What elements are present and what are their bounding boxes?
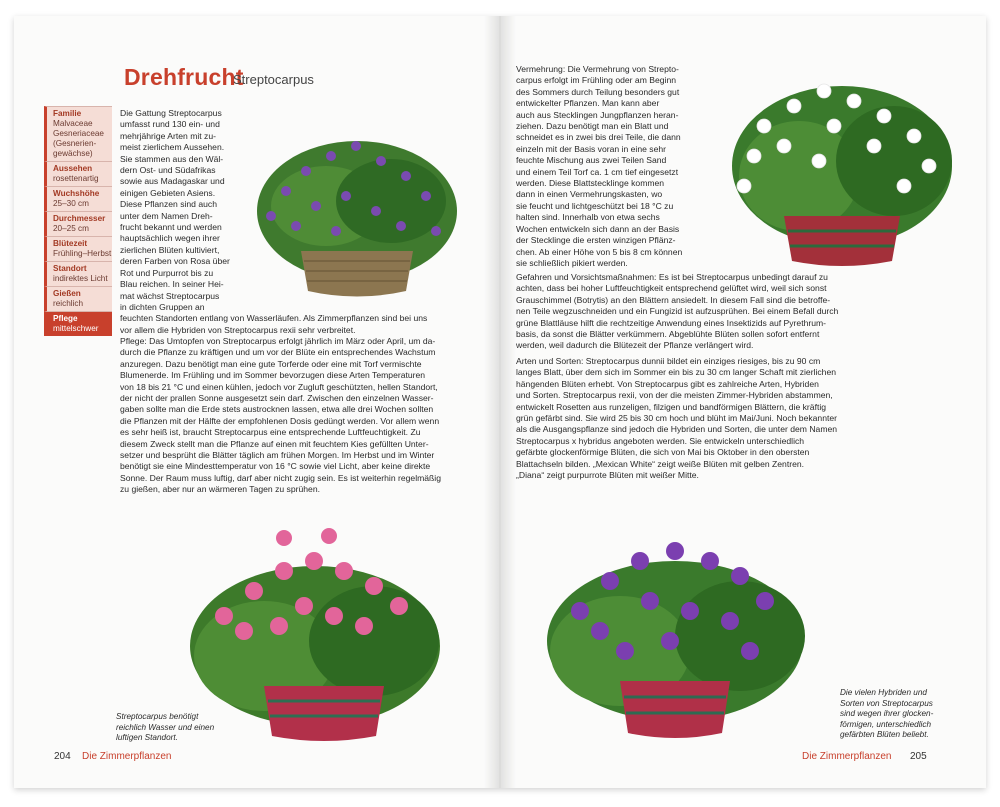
text-line: Wochen entwickeln sich dann an der Basis <box>516 223 680 234</box>
text-line: Rot und Purpurrot bis zu <box>120 267 214 278</box>
text-line: zu gießen, aber nur an wärmeren Tagen zu sprühen. <box>120 484 321 495</box>
text-line: werden. Diese Blattstecklinge kommen <box>516 178 665 189</box>
text-line: einigen Gebieten Asiens. <box>120 187 216 198</box>
fact-item <box>44 311 112 336</box>
text-line: Sie stammen aus den Wäl- <box>120 153 224 164</box>
text-line: entwickelter Pflanzen. Man kann aber <box>516 98 660 109</box>
text-line: „Diana“ zeigt purpurrote Blüten mit weißer Mitte. <box>516 470 699 481</box>
text-line: gefärbte glockenförmige Blüten, die sich von Mai bis Oktober in den obersten <box>516 447 810 458</box>
book-spread <box>14 16 986 788</box>
fact-item <box>44 161 112 186</box>
fact-key: Blütezeit <box>53 239 88 248</box>
fact-key: Standort <box>53 264 87 273</box>
fact-value: rosettenartig <box>53 174 99 183</box>
fact-key: Pflege <box>53 314 78 323</box>
text-line: schneidet es in zwei bis drei Teile, die dann <box>516 132 681 143</box>
text-line: Grauschimmel (Botrytis) an den Blättern ansiedelt. In diesem Fall sind die betroffe- <box>516 294 831 305</box>
text-line: grün gefärbt sind. Sie wird 25 bis 30 cm hoch und blüht im Mai/Juni. Noch bekannter <box>516 413 838 424</box>
text-line: Streptocarpus x hybridus angeboten werden. Sie entwickeln unterschiedlich <box>516 435 805 446</box>
text-line: Streptocarpus benötigt <box>116 712 199 721</box>
fact-sidebar <box>44 106 112 336</box>
section-name: Die Zimmerpflanzen <box>802 751 892 762</box>
text-line: reichlich Wasser und einen <box>116 722 215 732</box>
text-line: deren Farben von Rosa über <box>120 256 230 267</box>
text-line: des Sommers durch Teilung besonders gut <box>516 86 680 97</box>
text-line: durch die Pflanze zu kräftigen und um vor der Blüte ein entsprechendes Wachstum <box>120 347 436 358</box>
text-line: anzuregen. Dazu benötigt man eine gute Torferde oder eine mit Torf vermischte <box>120 358 422 369</box>
text-line: förmigen, unterschiedlich <box>840 719 932 729</box>
fact-value: reichlich <box>53 299 84 308</box>
text-line: und Sorten. Streptocarpus rexii, von der die meisten Zimmer-Hybriden abstammen, <box>516 390 833 401</box>
text-line: werden, weil dadurch die Blütezeit der Pflanze verlängert wird. <box>516 340 754 351</box>
fact-value: 20–25 cm <box>53 224 89 233</box>
photo-caption <box>840 688 980 741</box>
text-line: diesem Zweck stellt man die Pflanze auf einen mit feuchtem Kies gefüllten Unter- <box>120 438 429 449</box>
propagation-text <box>516 64 726 269</box>
text-line: basis, da sonst die Blätter verkümmern. Abgeblühte Blüten sollen sofort entfernt <box>516 329 820 340</box>
text-line: achten, dass bei hoher Luftfeuchtigkeit entsprechend gelüftet wird, weil sich sonst <box>516 283 827 294</box>
text-line: der Stecklinge die ersten winzigen Pflänz- <box>516 235 676 246</box>
text-line: ziehen. Dazu benötigt man ein Blatt und <box>516 121 669 132</box>
text-line: nen Teile wegzuschneiden und ein Fungizid ist aufzusprühen. Bei einem Befall durch <box>516 306 839 317</box>
text-line: sowie aus Madagaskar und <box>120 176 225 187</box>
left-page <box>14 16 500 788</box>
text-line: Die Gattung Streptocarpus <box>120 108 222 118</box>
text-line: Vermehrung: Die Vermehrung von Strepto- <box>516 64 679 74</box>
text-line: Diese Pflanzen sind auch <box>120 199 217 210</box>
varieties-text <box>516 356 946 481</box>
text-line: gaben sollte man die Erde stets austrocknen lassen, etwa alle drei Wochen sollten <box>120 404 434 415</box>
text-line: frucht bekannt und werden <box>120 222 222 233</box>
white-streptocarpus-image <box>724 66 960 276</box>
text-line: dann in einen Vermehrungskasten, wo <box>516 189 663 200</box>
fact-key: Gießen <box>53 289 81 298</box>
text-line: hauptsächlich wegen ihrer <box>120 233 220 244</box>
text-line: mat wächst Streptocarpus <box>120 290 220 301</box>
text-line: umfasst rund 130 ein- und <box>120 119 220 130</box>
text-line: entwickelt Rosetten aus runzeligen, filzigen und bandförmigen Blättern, die kräftig <box>516 401 827 412</box>
fact-key: Durchmesser <box>53 214 106 223</box>
violet-streptocarpus-image <box>540 521 810 746</box>
fact-item <box>44 261 112 286</box>
fact-item <box>44 186 112 211</box>
text-line: feuchte Mischung aus zwei Teilen Sand <box>516 155 667 166</box>
text-line: und einem Teil Torf ca. 1 cm tief eingesetzt <box>516 166 679 177</box>
text-line: sie schließlich pikiert werden. <box>516 257 628 268</box>
text-line: von 18 bis 21 °C und einen kühlen, jedoch vor Zugluft geschützten, hellen Standort, <box>120 381 438 392</box>
right-page <box>500 16 986 788</box>
fact-item <box>44 211 112 236</box>
text-line: die Pflanzen mit der Hälfte der empfohlenen Dosis gedüngt werden. Vor allem wenn <box>120 415 440 426</box>
text-line: sie feucht und lichtgeschützt bei 18 °C zu <box>516 200 674 211</box>
fact-value: Malvaceae Gesneriaceae (Gesnerien-gewächse) <box>53 119 104 158</box>
text-line: carpus erfolgt im Frühling oder am Beginn <box>516 75 677 86</box>
text-line: Sonne. Der Raum muss luftig, darf aber nicht zugig sein. Es ist weiterhin regelmäßig <box>120 472 441 483</box>
text-line: zierlichen Blüten kultiviert, <box>120 244 220 255</box>
page-number: 204 <box>54 751 71 762</box>
fact-value: 25–30 cm <box>53 199 89 208</box>
text-line: als die Ausgangspflanze sind jedoch die Hybriden und Sorten, die unter dem Namen <box>516 424 838 435</box>
fact-item <box>44 106 112 161</box>
text-line: chen. Ab einer Höhe von 5 bis 8 cm können <box>516 246 683 257</box>
purple-streptocarpus-image <box>246 116 468 302</box>
care-text <box>120 336 480 496</box>
text-line: hängenden Blüten erhebt. Von Streptocarpus gibt es zahlreiche Arten, Hybriden <box>516 378 819 389</box>
fact-value: mittelschwer <box>53 324 99 333</box>
fact-value: indirektes Licht <box>53 274 108 283</box>
text-line: gefärbten Blüten beliebt. <box>840 730 929 740</box>
text-line: Blau reichen. In seiner Hei- <box>120 279 224 290</box>
text-line: halten sind. Innerhalb von etwa sechs <box>516 212 660 223</box>
text-line: Arten und Sorten: Streptocarpus dunnii bildet ein einziges riesiges, bis zu 90 cm <box>516 356 821 366</box>
text-line: Blattachseln bilden. „Mexican White“ zeigt weiße Blüten mit gelben Zentren. <box>516 458 805 469</box>
fact-item <box>44 236 112 261</box>
text-line: dern Ost- und Südafrikas <box>120 165 216 176</box>
text-line: feuchten Standorten entlang von Wasserläufen. Als Zimmerpflanzen sind bei uns <box>120 313 428 324</box>
text-line: meist zierlichem Aussehen. <box>120 142 225 153</box>
text-line: es sehr heiß ist, braucht Streptocarpus eine entsprechende Luftfeuchtigkeit. Zu <box>120 427 421 438</box>
text-line: der nicht der prallen Sonne ausgesetzt sein darf. Zwischen den einzelnen Wasser- <box>120 393 434 404</box>
text-line: Die vielen Hybriden und <box>840 688 927 697</box>
fact-key: Familie <box>53 109 82 118</box>
text-line: in dichten Gruppen an <box>120 301 205 312</box>
fact-key: Aussehen <box>53 164 93 173</box>
text-line: luftigen Standort. <box>116 733 178 743</box>
text-line: vor allem die Hybriden von Streptocarpus rexii sehr verbreitet. <box>120 324 356 335</box>
risks-text <box>516 272 946 352</box>
text-line: Blumenerde. Im Frühling und im Sommer bevorzugen diese Arten Temperaturen <box>120 370 426 381</box>
text-line: grüne Blattläuse hilft die rechtzeitige Anwendung eines Insektizids auf Pyrethrum- <box>516 317 827 328</box>
book-gutter <box>484 16 516 788</box>
text-line: auch aus Stecklingen Jungpflanzen heran- <box>516 109 679 120</box>
page-subtitle: Streptocarpus <box>233 72 314 87</box>
text-line: unter dem Namen Dreh- <box>120 210 213 221</box>
text-line: benötigt sie eine Mindesttemperatur von 16 °C sowie viel Licht, aber keine direkte <box>120 461 431 472</box>
text-line: einzeln mit der Basis voran in eine sehr <box>516 143 666 154</box>
page-number: 205 <box>910 751 927 762</box>
section-name: Die Zimmerpflanzen <box>82 751 172 762</box>
fact-key: Wuchshöhe <box>53 189 100 198</box>
text-line: Pflege: Das Umtopfen von Streptocarpus erfolgt jährlich im März oder April, um da- <box>120 336 436 346</box>
fact-item <box>44 286 112 311</box>
fact-value: Frühling–Herbst <box>53 249 112 258</box>
text-line: sind wegen ihrer glocken- <box>840 709 934 719</box>
text-line: langes Blatt, über dem sich im Sommer ein bis zu 30 cm langer Schaft mit zierlichen <box>516 367 837 378</box>
text-line: Gefahren und Vorsichtsmaßnahmen: Es ist bei Streptocarpus unbedingt darauf zu <box>516 272 828 282</box>
text-line: mehrjährige Arten mit zu- <box>120 130 216 141</box>
text-line: Sorten von Streptocarpus <box>840 698 933 708</box>
photo-caption <box>116 712 246 744</box>
page-title: Drehfrucht <box>124 64 244 90</box>
text-line: setzer und besprüht die Blätter täglich am frühen Morgen. Im Herbst und im Winter <box>120 450 435 461</box>
